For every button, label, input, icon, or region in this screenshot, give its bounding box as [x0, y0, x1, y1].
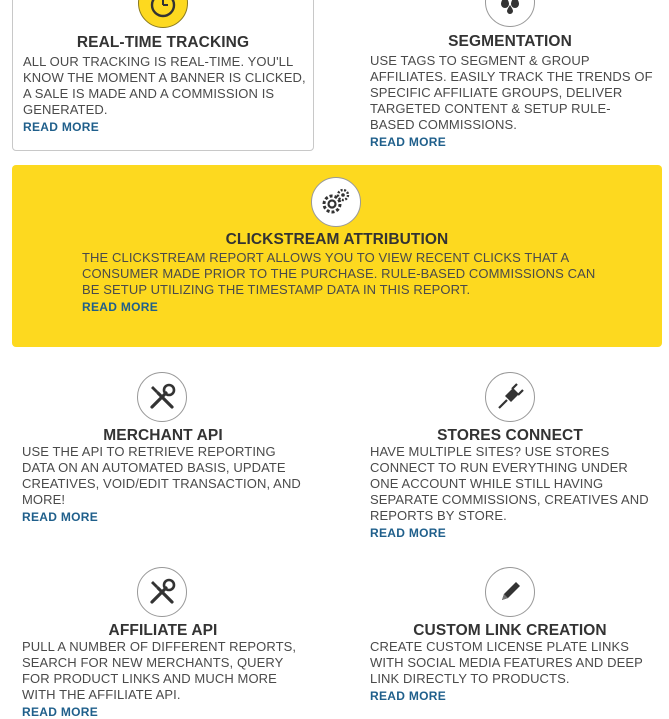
- feature-description: ALL OUR TRACKING IS REAL-TIME. YOU'LL KNOW THE MOMENT A BANNER IS CLICKED, A SALE IS MADE AND A COMMISSION IS GENERATED.: [23, 54, 306, 117]
- stopwatch-icon: [138, 0, 188, 28]
- feature-description: PULL A NUMBER OF DIFFERENT REPORTS, SEARCH FOR NEW MERCHANTS, QUERY FOR PRODUCT LINKS AND MUCH MORE WITH THE AFFILIATE API.: [22, 639, 297, 702]
- read-more-link[interactable]: READ MORE: [22, 510, 99, 524]
- read-more-link[interactable]: READ MORE: [22, 705, 99, 719]
- tools-icon: [137, 372, 187, 422]
- feature-card-custom-link-creation: [360, 567, 660, 717]
- plug-icon: [485, 372, 535, 422]
- feature-description: USE THE API TO RETRIEVE REPORTING DATA ON AN AUTOMATED BASIS, UPDATE CREATIVES, VOID/EDIT TRANSACTION, AND MORE!: [22, 444, 301, 507]
- feature-card-clickstream-attribution: [12, 165, 662, 347]
- feature-description: CREATE CUSTOM LICENSE PLATE LINKS WITH SOCIAL MEDIA FEATURES AND DEEP LINK DIRECTLY TO PRODUCTS.: [370, 639, 643, 686]
- feature-description: THE CLICKSTREAM REPORT ALLOWS YOU TO VIEW RECENT CLICKS THAT A CONSUMER MADE PRIOR TO THE PURCHASE. RULE-BASED COMMISSIONS CAN BE SETUP UTILIZING THE TIMESTAMP DATA IN THIS REPORT.: [82, 250, 596, 297]
- feature-title: REAL-TIME TRACKING: [76, 34, 250, 51]
- read-more-link[interactable]: READ MORE: [370, 526, 447, 540]
- tools-icon: [137, 567, 187, 617]
- drops-icon: [485, 0, 535, 27]
- feature-title: STORES CONNECT: [437, 427, 583, 444]
- feature-card-stores-connect: [360, 372, 660, 547]
- feature-title: AFFILIATE API: [108, 622, 218, 639]
- read-more-link[interactable]: READ MORE: [82, 300, 159, 314]
- feature-title: MERCHANT API: [103, 427, 223, 444]
- feature-card-merchant-api: [12, 372, 314, 532]
- read-more-link[interactable]: READ MORE: [370, 135, 447, 149]
- feature-card-segmentation: [360, 0, 660, 160]
- feature-card-affiliate-api: [12, 567, 314, 717]
- read-more-link[interactable]: READ MORE: [23, 120, 100, 134]
- feature-title: SEGMENTATION: [448, 33, 572, 50]
- gears-icon: [311, 177, 361, 227]
- pencil-icon: [485, 567, 535, 617]
- read-more-link[interactable]: READ MORE: [370, 689, 447, 703]
- feature-title: CLICKSTREAM ATTRIBUTION: [225, 231, 449, 248]
- feature-title: CUSTOM LINK CREATION: [413, 622, 607, 639]
- feature-description: USE TAGS TO SEGMENT & GROUP AFFILIATES. EASILY TRACK THE TRENDS OF SPECIFIC AFFILIATE GROUPS, DELIVER TARGETED CONTENT & SETUP RULE-BASED COMMISSIONS.: [370, 53, 653, 132]
- feature-description: HAVE MULTIPLE SITES? USE STORES CONNECT TO RUN EVERYTHING UNDER ONE ACCOUNT WHILE STILL HAVING SEPARATE COMMISSIONS, CREATIVES AND REPORTS BY STORE.: [370, 444, 649, 523]
- feature-card-realtime-tracking: [12, 0, 314, 151]
